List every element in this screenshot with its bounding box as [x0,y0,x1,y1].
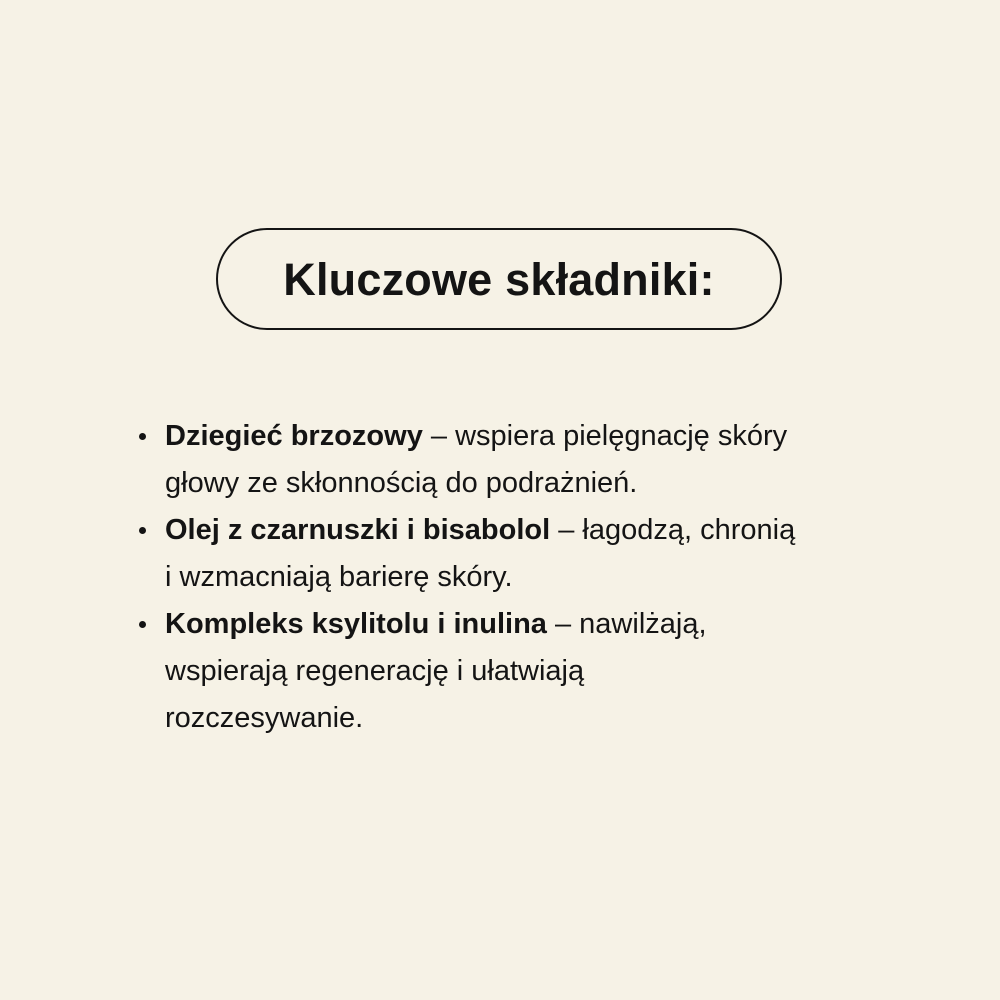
ingredients-list [137,413,897,742]
ingredient-description: głowy ze skłonnością do podrażnień. [165,467,638,499]
separator: – [546,608,580,640]
ingredient-description: rozczesywanie. [165,702,364,734]
ingredient-name: Dziegieć brzozowy [165,420,423,452]
ingredient-description: nawilżają, [579,608,707,640]
ingredient-name: Olej z czarnuszki i bisabolol [165,514,551,546]
ingredient-description: wspierają regenerację i ułatwiają [165,655,585,687]
ingredient-description: wspiera pielęgnację skóry [455,420,788,452]
separator: – [550,514,583,546]
page-title: Kluczowe składniki: [283,253,715,305]
bullet-icon [139,433,146,440]
list-item [137,507,897,601]
ingredient-description: i wzmacniają barierę skóry. [165,561,513,593]
bullet-icon [139,527,146,534]
ingredient-name: Kompleks ksylitolu i inulina [165,608,547,640]
title-pill [216,228,782,330]
bullet-icon [139,621,146,628]
list-item [137,601,897,742]
list-item [137,413,897,507]
separator: – [422,420,456,452]
ingredient-description: łagodzą, chronią [582,514,796,546]
